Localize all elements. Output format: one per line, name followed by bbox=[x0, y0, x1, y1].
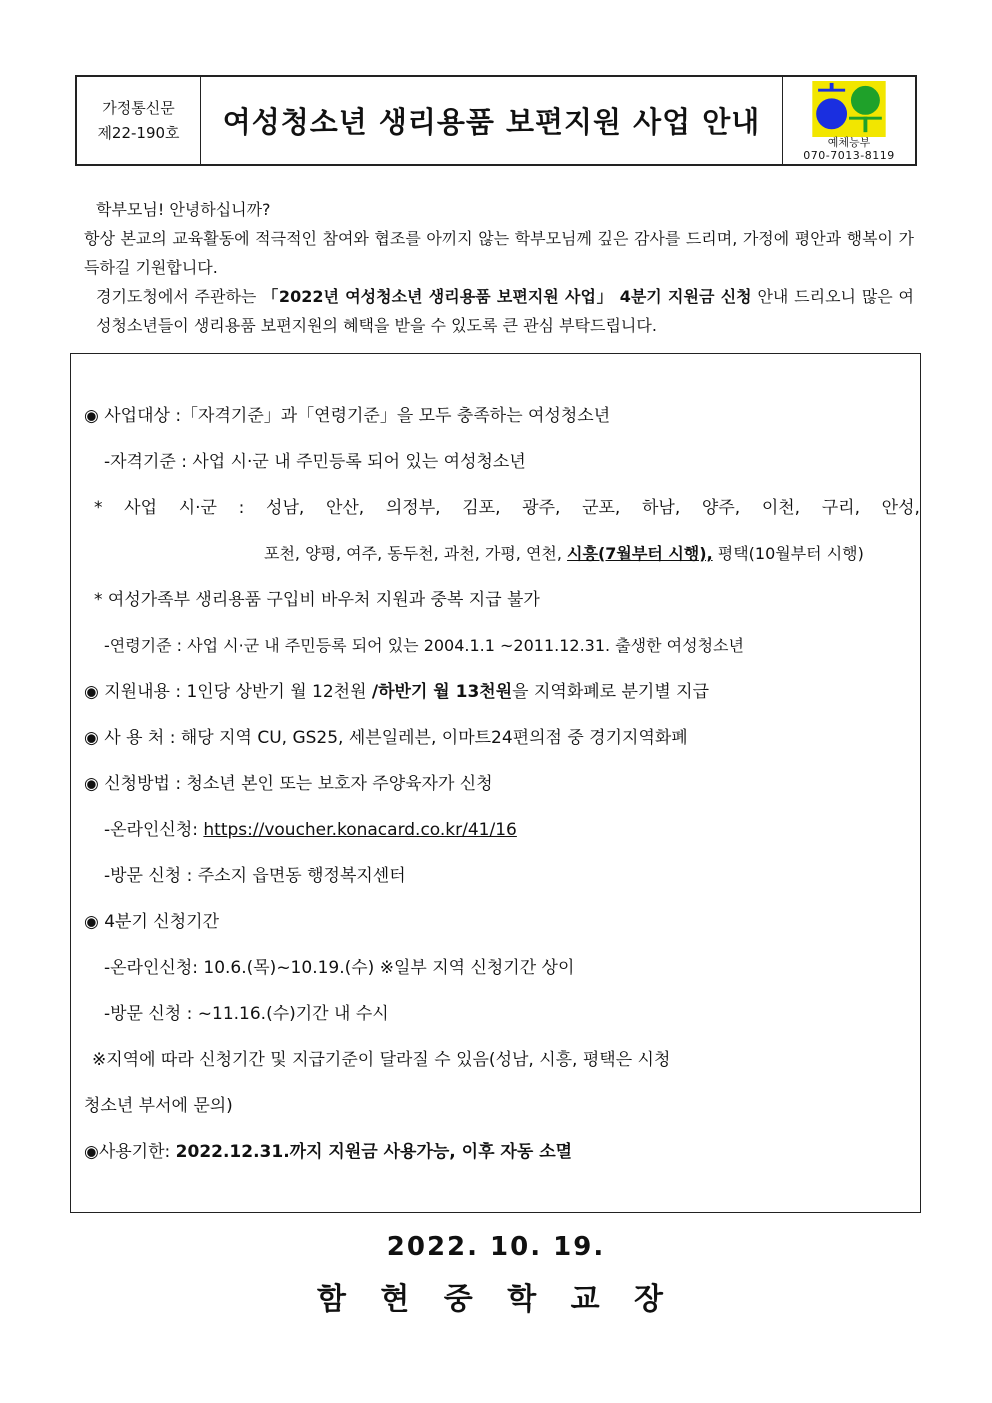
region-word: 시·군 bbox=[178, 498, 217, 518]
logo-phone: 070-7013-8119 bbox=[803, 149, 895, 162]
region-word: 양주, bbox=[701, 498, 741, 518]
notice-header bbox=[75, 75, 917, 166]
region-word: 안성, bbox=[881, 498, 920, 518]
greeting: 학부모님! 안녕하십니까? bbox=[96, 200, 271, 219]
support-amount: /하반기 월 13천원 bbox=[371, 682, 513, 702]
region-text: 포천, 양평, 여주, 동두천, 과천, 가평, 연천, bbox=[264, 544, 568, 563]
intro-paragraph-1: 항상 본교의 교육활동에 적극적인 참여와 협조를 아끼지 않는 학부모님께 깊은 감사를 드리며, 가정에 평안과 행복이 가득하길 기원합니다. bbox=[84, 229, 914, 277]
principal-signature: 함 현 중 학 교 장 bbox=[316, 1282, 676, 1317]
logo-caption: 예체능부 bbox=[827, 136, 871, 149]
support-text: 을 지역화폐로 분기별 지급 bbox=[512, 682, 710, 702]
online-application-line bbox=[104, 818, 517, 842]
duplicate-note: * 여성가족부 생리용품 구입비 바우처 지원과 중복 지급 불가 bbox=[94, 590, 540, 610]
usage-place-line: ◉ 사 용 처 : 해당 지역 CU, GS25, 세븐일레븐, 이마트24편의점 중 경기지역화폐 bbox=[84, 728, 688, 748]
region-text: 평택(10월부터 시행) bbox=[712, 544, 864, 563]
arts-dept-logo-icon bbox=[811, 81, 887, 137]
expiry-text: 2022.12.31.까지 지원금 사용가능, 이후 자동 소멸 bbox=[175, 1142, 573, 1162]
intro-section bbox=[84, 195, 914, 340]
region-word: 이천, bbox=[761, 498, 801, 518]
doc-type: 가정통신문 bbox=[102, 98, 175, 117]
expiry-line bbox=[84, 1140, 572, 1164]
regional-note: ※지역에 따라 신청기간 및 지급기준이 달라질 수 있음(성남, 시흥, 평택은 시청 bbox=[92, 1050, 671, 1070]
doc-info bbox=[77, 77, 201, 164]
expiry-label: ◉사용기한: bbox=[84, 1142, 176, 1162]
period-heading: ◉ 4분기 신청기간 bbox=[84, 912, 219, 932]
intro-text: 경기도청에서 주관하는 bbox=[96, 287, 263, 306]
application-method-line: ◉ 신청방법 : 청소년 본인 또는 보호자 주양육자가 신청 bbox=[84, 774, 493, 794]
doc-number: 제22-190호 bbox=[97, 123, 180, 142]
age-line: -연령기준 : 사업 시·군 내 주민등록 되어 있는 2004.1.1 ~2011.12.31. 출생한 여성청소년 bbox=[104, 636, 744, 655]
voucher-link[interactable]: https://voucher.konacard.co.kr/41/16 bbox=[203, 820, 517, 840]
online-period-line: -온라인신청: 10.6.(목)~10.19.(수) ※일부 지역 신청기간 상이 bbox=[104, 958, 575, 978]
region-word: 하남, bbox=[641, 498, 681, 518]
region-list-line bbox=[94, 496, 920, 520]
regional-note-2: 청소년 부서에 문의) bbox=[84, 1096, 233, 1116]
online-label: -온라인신청: bbox=[104, 820, 204, 840]
support-line bbox=[84, 680, 709, 704]
department-logo bbox=[783, 77, 915, 164]
target-line: ◉ 사업대상 :「자격기준」과「연령기준」을 모두 충족하는 여성청소년 bbox=[84, 406, 611, 426]
visit-period-line: -방문 신청 : ~11.16.(수)기간 내 수시 bbox=[104, 1004, 389, 1024]
region-word: * bbox=[94, 498, 103, 518]
region-word: 군포, bbox=[582, 498, 621, 518]
region-word: 성남, bbox=[266, 498, 305, 518]
region-word: 광주, bbox=[522, 498, 561, 518]
region-word: 사업 bbox=[124, 498, 158, 518]
region-word: 의정부, bbox=[385, 498, 441, 518]
page-title: 여성청소년 생리용품 보편지원 사업 안내 bbox=[201, 77, 783, 164]
eligibility-line: -자격기준 : 사업 시·군 내 주민등록 되어 있는 여성청소년 bbox=[104, 452, 526, 472]
issue-date: 2022. 10. 19. bbox=[386, 1232, 606, 1262]
siheung-note: 시흥(7월부터 시행), bbox=[567, 544, 713, 563]
region-word: : bbox=[238, 498, 245, 518]
support-text: ◉ 지원내용 : 1인당 상반기 월 12천원 bbox=[84, 682, 372, 702]
intro-text: 안내 드리오니 많은 여성청소년들이 생리용품 보편지원의 혜택을 받을 수 있도록 큰 관심 부탁드립니다. bbox=[96, 287, 915, 335]
region-word: 구리, bbox=[821, 498, 860, 518]
region-word: 안산, bbox=[325, 498, 365, 518]
region-word: 김포, bbox=[462, 498, 501, 518]
visit-application-line: -방문 신청 : 주소지 읍면동 행정복지센터 bbox=[104, 866, 406, 886]
region-list-line-2 bbox=[264, 542, 864, 566]
intro-paragraph-2 bbox=[84, 282, 914, 340]
program-name: 「2022년 여성청소년 생리용품 보편지원 사업」 4분기 지원금 신청 bbox=[262, 287, 752, 306]
